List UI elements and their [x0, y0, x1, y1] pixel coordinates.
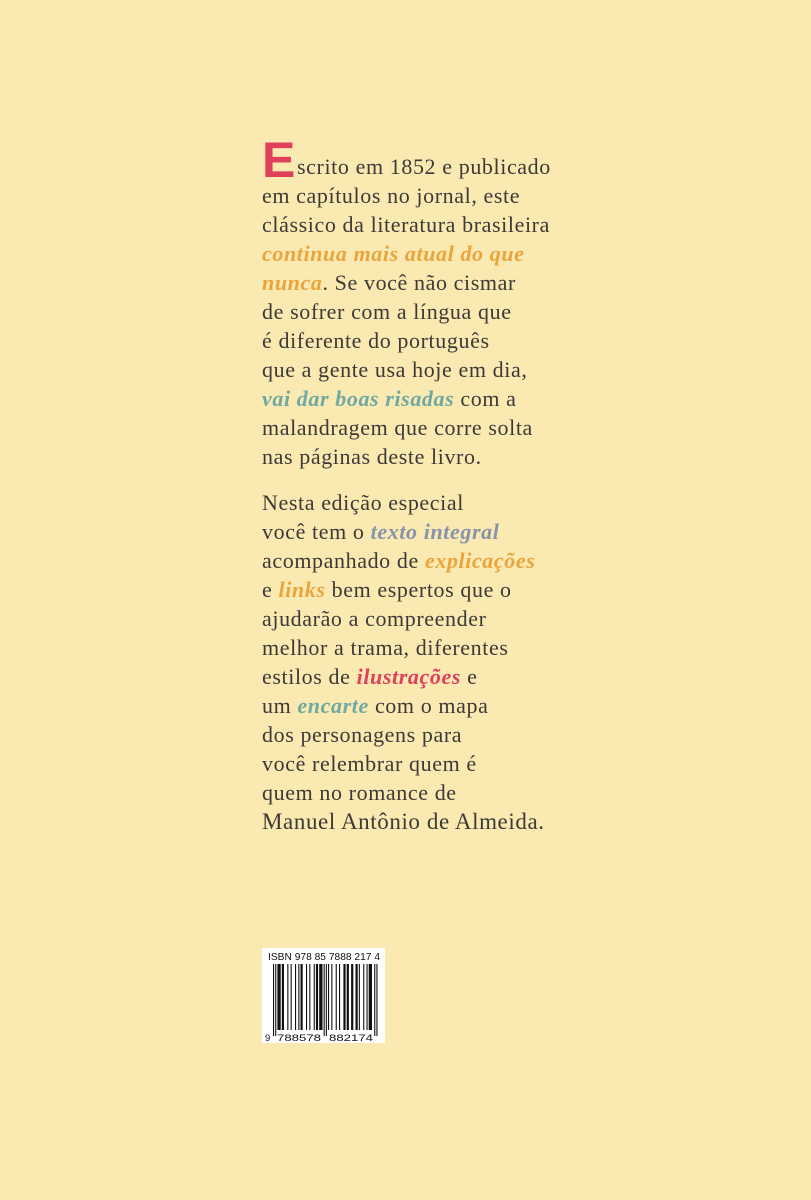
text-segment: clássico da literatura brasileira: [262, 212, 550, 237]
barcode-digits-right: 882174: [329, 1033, 373, 1043]
text-segment: quem no romance de: [262, 780, 457, 805]
barcode-bar: [314, 964, 315, 1030]
highlight-phrase: encarte: [297, 693, 369, 718]
highlight-phrase: links: [278, 577, 326, 602]
drop-cap: E: [262, 132, 296, 188]
text-segment: dos personagens para: [262, 722, 463, 747]
text-segment: Manuel Antônio de Almeida.: [262, 809, 545, 834]
text-line: [262, 575, 592, 604]
barcode-bar: [275, 964, 276, 1036]
text-line: [262, 326, 592, 355]
text-segment: bem espertos que o: [331, 577, 512, 602]
text-segment: ajudarão a compreender: [262, 606, 487, 631]
text-line: [262, 662, 592, 691]
barcode-bar: [319, 964, 322, 1030]
barcode-bar: [295, 964, 296, 1030]
text-line: [262, 384, 592, 413]
barcode-bar: [282, 964, 284, 1030]
highlight-phrase: nunca: [262, 270, 323, 295]
text-segment: malandragem que corre solta: [262, 415, 533, 440]
text-segment: em capítulos no jornal, este: [262, 183, 521, 208]
barcode-bar: [363, 964, 364, 1030]
text-segment: Nesta edição especial: [262, 490, 464, 515]
text-segment: . Se você não cismar: [322, 270, 516, 295]
text-line: [262, 181, 592, 210]
text-line: [262, 297, 592, 326]
text-segment: estilos de: [262, 664, 351, 689]
text-segment: é diferente do português: [262, 328, 490, 353]
barcode-bar: [369, 964, 372, 1030]
text-line: [262, 633, 592, 662]
barcode-bar: [374, 964, 375, 1036]
text-line: [262, 442, 592, 471]
synopsis: [262, 132, 592, 836]
text-segment: você tem o: [262, 519, 365, 544]
barcode-bar: [301, 964, 303, 1030]
text-line: [262, 778, 592, 807]
highlight-phrase: explicações: [424, 548, 536, 573]
barcode-bar: [328, 964, 329, 1030]
barcode-bar: [356, 964, 358, 1030]
barcode-bar: [359, 964, 360, 1030]
text-segment: nas páginas deste livro.: [262, 444, 482, 469]
barcode-bar: [291, 964, 292, 1030]
barcode-digit-first: 9: [265, 1033, 271, 1043]
barcode-bar: [343, 964, 345, 1030]
text-line: [262, 210, 592, 239]
barcode-bar: [339, 964, 340, 1030]
barcode-digits-left: 788578: [277, 1033, 321, 1043]
barcode-bar: [273, 964, 274, 1036]
highlight-phrase: continua mais atual do que: [262, 241, 525, 266]
text-segment: acompanhado de: [262, 548, 419, 573]
barcode-bar: [351, 964, 353, 1030]
text-line: [262, 132, 592, 188]
text-line: [262, 546, 592, 575]
barcode-bar: [336, 964, 337, 1030]
text-segment: com a: [460, 386, 517, 411]
text-segment: de sofrer com a língua que: [262, 299, 512, 324]
isbn-barcode: [262, 948, 385, 1043]
barcode-bar: [367, 964, 368, 1030]
barcode-bar: [326, 964, 327, 1036]
paragraph-intro: [262, 132, 592, 471]
text-segment: um: [262, 693, 292, 718]
barcode-bar: [287, 964, 288, 1030]
barcode-bar: [306, 964, 307, 1030]
barcode-bar: [347, 964, 349, 1030]
author-name: [262, 807, 592, 836]
text-line: [262, 749, 592, 778]
text-line: [262, 691, 592, 720]
text-line: [262, 517, 592, 546]
barcode-bar: [309, 964, 310, 1030]
highlight-phrase: ilustrações: [356, 664, 461, 689]
text-segment: melhor a trama, diferentes: [262, 635, 509, 660]
text-line: [262, 355, 592, 384]
text-segment: com o mapa: [374, 693, 489, 718]
text-segment: e: [262, 577, 273, 602]
barcode-bar: [324, 964, 325, 1036]
text-line: [262, 720, 592, 749]
text-segment: que a gente usa hoje em dia,: [262, 357, 528, 382]
barcode-bar: [331, 964, 332, 1030]
text-line: [262, 604, 592, 633]
text-line: [262, 239, 592, 268]
barcode-bar: [298, 964, 299, 1030]
paragraph-edition: [262, 488, 592, 836]
text-segment: você relembrar quem é: [262, 751, 477, 776]
text-segment: e: [467, 664, 478, 689]
barcode-bar: [316, 964, 318, 1030]
text-line: [262, 488, 592, 517]
isbn-label: ISBN 978 85 7888 217 4: [268, 952, 381, 963]
highlight-phrase: vai dar boas risadas: [262, 386, 455, 411]
text-line: [262, 413, 592, 442]
text-segment: scrito em 1852 e publicado: [297, 154, 551, 179]
barcode-bar: [277, 964, 280, 1030]
highlight-phrase: texto integral: [370, 519, 500, 544]
barcode-bar: [376, 964, 377, 1036]
text-line: [262, 268, 592, 297]
